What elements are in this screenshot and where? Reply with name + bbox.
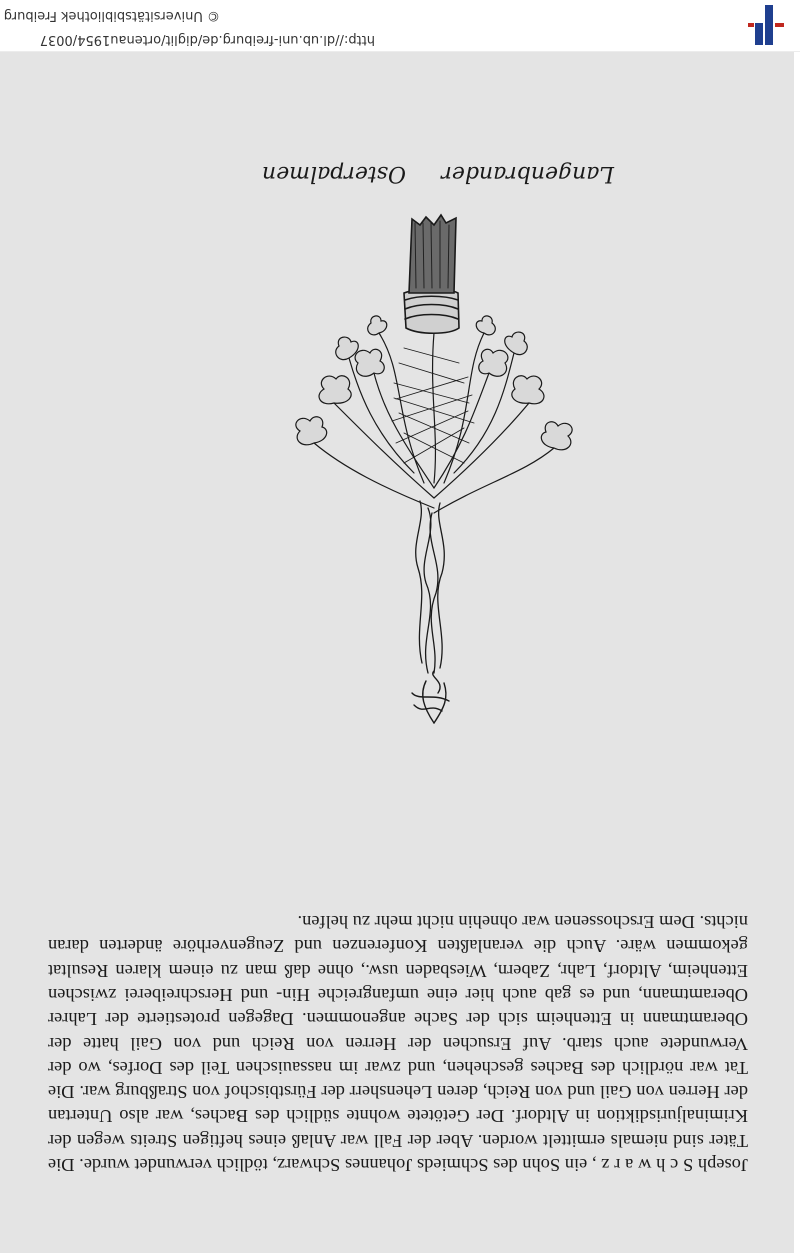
illustration-caption [194, 150, 614, 190]
intro-name: Joseph [697, 1155, 748, 1175]
viewer-footer [0, 0, 800, 52]
surname-spaced: Schwarz [596, 1155, 694, 1175]
palm-bundle-illustration [244, 203, 624, 733]
caption-place: Langenbrander [441, 161, 614, 186]
paragraph-text: , ein Sohn des Schmieds Johannes Schwarz, tödlich verwundet wurde. Die Täter sind niemals ermittelt worden. Aber der Fall war Anlaß eines heftigen Streits wegen der Kriminaljurisdiktion in Altdorf. Der Getötete wohnte südlich des Baches, war also Untertan der Herren von Gail und von Reich, deren Lehensherr der Fürstbischof von Straßburg war. Die Tat war nördlich des Baches geschehen, und zwar im nassauischen Teil des Dorfes, wo der Verwundete auch starb. Auf Ersuchen der Herren von Reich und von Gail hatte der Oberamtmann in Ettenheim sich der Sache angenommen. Dagegen protestierte der Lahrer Oberamtmann, und es gab auch hier eine umfangreiche Hin- und Herschreiberei zwischen Ettenheim, Altdorf, Lahr, Zabern, Wiesbaden usw., ohne daß man zu einem klaren Resultat gekommen wäre. Auch die veranlaßten Konferenzen und Zeugenverhöre änderten daran nichts. Dem Erschossenen war ohnehin nicht mehr zu helfen. [48, 912, 748, 1175]
body-text [48, 910, 748, 1177]
caption-subject: Osterpalmen [262, 161, 406, 186]
scanned-page [0, 52, 794, 1253]
copyright-notice: © Universitätsbibliothek Freiburg [3, 8, 220, 23]
document-url[interactable]: http://dl.ub.uni-freiburg.de/diglit/ortenau1954/0037 [39, 32, 375, 47]
ub-freiburg-logo-icon [746, 3, 790, 47]
paragraph [48, 910, 748, 1177]
